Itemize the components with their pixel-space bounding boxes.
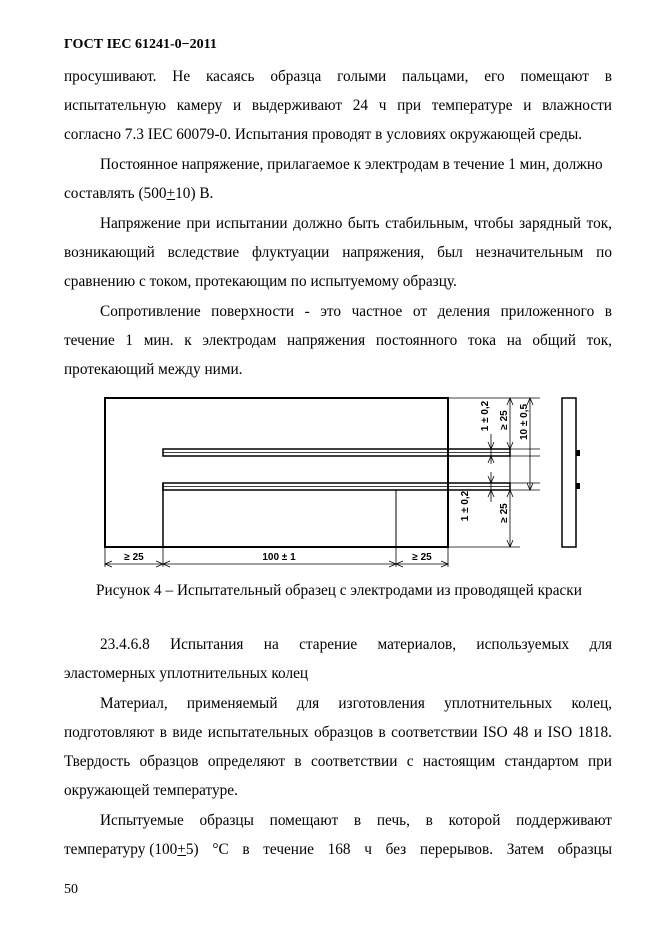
text-run [64,835,186,864]
paragraph-7 [64,806,612,864]
side-electrode-bottom [576,483,580,489]
paragraph-line: возникающий вследствие флуктуации напряжения, был незначительным по [64,244,612,261]
dim-label: 1 ± 0,2 [460,490,471,522]
text-run: температуру (100 [64,841,178,858]
paragraph-line: Напряжение при испытании должно быть стабильным, чтобы зарядный ток, [100,215,612,232]
paragraph-line: просушивают. Не касаясь образца голыми пальцами, его помещают в [64,68,612,85]
paragraph-line: согласно 7.3 IEC 60079-0. Испытания проводят в условиях окружающей среды. [64,126,583,143]
paragraph-line: подготовляют в виде испытательных образцов в соответствии ISO 48 и ISO 1818. [64,724,612,741]
paragraph-line: течение 1 мин. к электродам напряжения постоянного тока на общий ток, [64,332,612,349]
paragraph-line: окружающей температуре. [64,782,238,799]
text-run: 5) °C в течение 168 ч без перерывов. Затем образцы [185,841,612,858]
paragraph-line: Испытуемые образцы помещают в печь, в которой поддерживают [100,812,612,829]
paragraph-2 [64,150,612,208]
paragraph-line [64,835,612,864]
paragraph-line: 23.4.6.8 Испытания на старение материалов, используемых для [100,636,612,653]
dim-label: ≥ 25 [124,552,144,563]
paragraph-line [64,179,612,208]
specimen-figure [0,392,661,572]
paragraph-line: протекающий между ними. [64,361,243,378]
text-run: + [166,185,176,202]
dim-label: 1 ± 0,2 [480,400,491,432]
document-header: ГОСТ IEC 61241-0−2011 [64,37,217,52]
text-run: 10) В. [175,185,214,202]
page-number: 50 [64,882,78,897]
specimen-side-view [562,398,576,547]
paragraph-line: Постоянное напряжение, прилагаемое к электродам в течение 1 мин, должно [100,156,603,173]
dim-label: ≥ 25 [499,410,510,430]
text-run: + [177,841,186,858]
figure-caption: Рисунок 4 – Испытательный образец с электродами из проводящей краски [96,582,582,599]
side-electrode-top [576,450,580,456]
text-run: составлять (500 [64,185,167,202]
section-heading [64,630,612,688]
paragraph-6 [64,689,612,805]
dim-label: ≥ 25 [412,552,432,563]
paragraph-line: сравнению с током, протекающим по испытуемому образцу. [64,273,457,290]
paragraph-line: Сопротивление поверхности - это частное от деления приложенного в [100,303,612,320]
paragraph-1 [64,62,612,149]
paragraph-3 [64,209,612,296]
paragraph-line: Материал, применяемый для изготовления уплотнительных колец, [100,695,612,712]
dim-label: ≥ 25 [499,503,510,523]
dim-label: 10 ± 0,5 [519,403,530,441]
dim-label: 100 ± 1 [262,552,296,563]
paragraph-line: испытательную камеру и выдерживают 24 ч при температуре и влажности [64,97,612,114]
specimen-plate [105,398,448,547]
paragraph-line: Твердость образцов определяют в соответствии с настоящим стандартом при [64,753,612,770]
paragraph-4 [64,297,612,384]
paragraph-line: эластомерных уплотнительных колец [64,665,309,682]
